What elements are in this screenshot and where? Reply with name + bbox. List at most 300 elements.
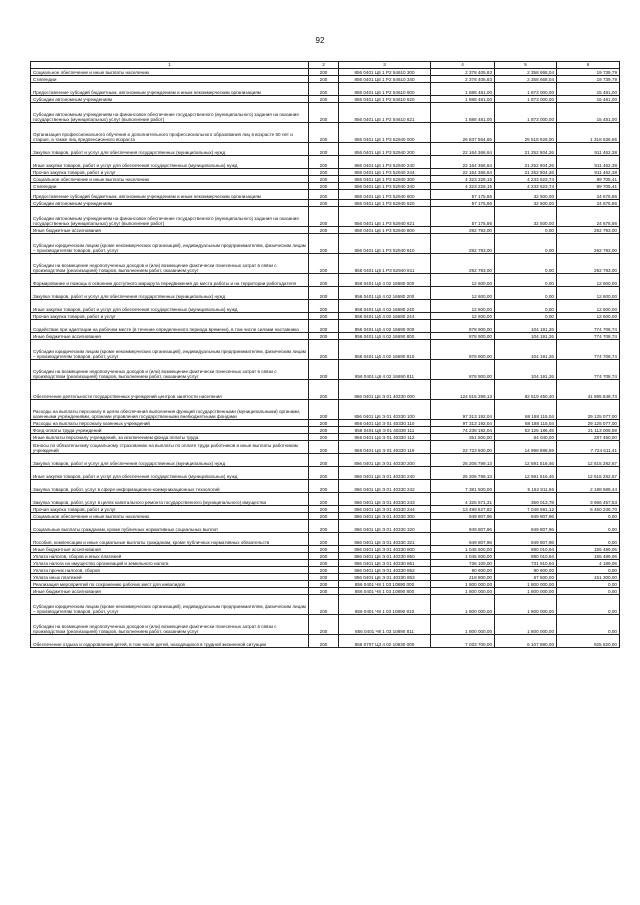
row-code-cell: 856 0401 Ц6 4 02 16690 800: [339, 333, 431, 340]
table-row: [31, 553, 620, 560]
row-name-cell: Субсидии на возмещение недополученных доходов и (или) возмещение фактически понесенных затрат в связи с производством (реализацией) товаров, выполнением работ, оказанием услуг: [31, 360, 309, 380]
row-col5-value: 2 358 668,04: [495, 76, 557, 83]
row-kind-cell: 200: [309, 520, 339, 533]
row-col6-value: 0,00: [557, 615, 620, 635]
row-kind-cell: 200: [309, 615, 339, 635]
row-col5-value: 0,00: [495, 227, 557, 234]
row-col4-value: 736 100,00: [431, 560, 495, 567]
row-name-cell: Стипендии: [31, 76, 309, 83]
table-row: [31, 441, 620, 454]
row-col4-value: 1 800 000,00: [431, 588, 495, 595]
row-col5-value: 104 191,26: [495, 360, 557, 380]
row-name-cell: Уплата налогов, сборов и иных платежей: [31, 553, 309, 560]
row-name-cell: Социальное обеспечение и иные выплаты населению: [31, 69, 309, 76]
row-col6-value: 15 481,00: [557, 83, 620, 96]
row-col5-value: 12 591 516,46: [495, 467, 557, 480]
row-name-cell: Субсидии на возмещение недополученных доходов и (или) возмещение фактически понесенных затрат в связи с производством (реализацией) товаров, выполнением работ, оказанием услуг: [31, 254, 309, 274]
row-col4-value: 124 515 299,13: [431, 380, 495, 400]
row-code-cell: 856 0401 Ц6 Э 01 40330 242: [339, 480, 431, 493]
row-col5-value: 25 518 928,00: [495, 123, 557, 143]
row-name-cell: Социальное обеспечение и иные выплаты населению: [31, 513, 309, 520]
row-kind-cell: 200: [309, 560, 339, 567]
row-col4-value: 25 206 799,13: [431, 467, 495, 480]
row-kind-cell: 200: [309, 513, 339, 520]
row-name-cell: Обеспечение деятельности государственных учреждений центров занятости населения: [31, 380, 309, 400]
table-row: [31, 520, 620, 533]
row-col6-value: 6 450 236,70: [557, 506, 620, 513]
table-row: [31, 513, 620, 520]
row-code-cell: 856 0401 Ц6 4 02 16680 244: [339, 313, 431, 320]
row-col4-value: 90 600,00: [431, 567, 495, 574]
row-name-cell: Уплата налога на имущество организаций и земельного налога: [31, 560, 309, 567]
row-code-cell: 856 0401 Ц6 Э 01 40330 240: [339, 467, 431, 480]
row-col6-value: 12 615 282,67: [557, 467, 620, 480]
row-name-cell: Закупка товаров, работ и услуг для обеспечения государственных (муниципальных) нужд: [31, 454, 309, 467]
row-col4-value: 1 888 481,00: [431, 96, 495, 103]
row-kind-cell: 200: [309, 635, 339, 648]
row-code-cell: 856 0401 Ц6 Э 01 40330 244: [339, 506, 431, 513]
row-col6-value: 292 793,00: [557, 227, 620, 234]
row-col4-value: 12 600,00: [431, 300, 495, 313]
table-row: [31, 169, 620, 176]
row-name-cell: Субсидии автономным учреждениям на финансовое обеспечение государственного (муниципального) задания на оказание государственных (муниципальных) услуг (выполнение работ): [31, 103, 309, 123]
row-kind-cell: 200: [309, 123, 339, 143]
row-col5-value: 1 873 000,00: [495, 96, 557, 103]
row-name-cell: Субсидии юридическим лицам (кроме некоммерческих организаций), индивидуальным предпринимателям, физическим лицам – производителям товаров, работ, услуг: [31, 340, 309, 360]
row-code-cell: 856 0401 Ц6 1 Р2 54610 600: [339, 83, 431, 96]
row-kind-cell: 200: [309, 441, 339, 454]
table-row: [31, 454, 620, 467]
row-col6-value: 0,00: [557, 588, 620, 595]
row-code-cell: 856 0401 Ц6 4 02 16690 810: [339, 340, 431, 360]
row-name-cell: Расходы на выплаты персоналу казенных учреждений: [31, 420, 309, 427]
row-col4-value: 1 800 000,00: [431, 581, 495, 588]
row-col6-value: 911 462,38: [557, 143, 620, 156]
row-col6-value: 89 705,41: [557, 176, 620, 183]
table-row: [31, 190, 620, 200]
row-code-cell: 856 0401 Ц6 1 Р3 52940 621: [339, 207, 431, 227]
row-code-cell: 856 0401 Ц6 Э 01 40330 100: [339, 400, 431, 420]
row-name-cell: Формирование и помощь в освоении доступного маршрута передвижения до места работы и на территории работодателя: [31, 274, 309, 287]
row-kind-cell: 200: [309, 427, 339, 434]
row-kind-cell: 200: [309, 207, 339, 227]
row-col4-value: 4 323 229,15: [431, 183, 495, 190]
row-col4-value: 1 800 000,00: [431, 595, 495, 615]
row-col6-value: 1 318 636,65: [557, 123, 620, 143]
table-row: [31, 143, 620, 156]
row-col6-value: 29 125 077,00: [557, 400, 620, 420]
table-row: [31, 506, 620, 513]
row-code-cell: 856 0707 Ц3 4 02 10830 000: [339, 635, 431, 648]
row-col6-value: 15 481,00: [557, 96, 620, 103]
row-col5-value: 0,00: [495, 234, 557, 254]
column-header: 6: [557, 62, 620, 69]
row-col5-value: 67 500,00: [495, 574, 557, 581]
table-row: [31, 103, 620, 123]
row-col4-value: 57 175,86: [431, 200, 495, 207]
row-kind-cell: 200: [309, 176, 339, 183]
row-col5-value: 21 252 904,26: [495, 156, 557, 169]
row-col6-value: 0,00: [557, 595, 620, 615]
row-col6-value: 911 462,38: [557, 156, 620, 169]
table-row: [31, 76, 620, 83]
row-col5-value: 21 252 904,26: [495, 169, 557, 176]
row-name-cell: Социальное обеспечение и иные выплаты населению: [31, 176, 309, 183]
row-code-cell: 856 0401 Ц6 Э 01 40330 851: [339, 560, 431, 567]
row-col6-value: 0,00: [557, 581, 620, 588]
row-kind-cell: 200: [309, 454, 339, 467]
row-code-cell: 856 0401 Ч8 1 03 10890 810: [339, 595, 431, 615]
row-col6-value: 12 600,00: [557, 287, 620, 300]
row-col4-value: 949 807,96: [431, 533, 495, 546]
row-name-cell: Стипендии: [31, 183, 309, 190]
row-col6-value: 12 600,00: [557, 274, 620, 287]
table-row: [31, 581, 620, 588]
row-col6-value: 774 708,74: [557, 340, 620, 360]
row-code-cell: 856 0401 Ц6 Э 01 40330 800: [339, 546, 431, 553]
row-col5-value: 2 358 668,04: [495, 69, 557, 76]
row-col6-value: 151 300,00: [557, 574, 620, 581]
row-code-cell: 856 0401 Ц6 4 02 16680 000: [339, 274, 431, 287]
row-col6-value: 89 705,41: [557, 183, 620, 190]
table-row: [31, 333, 620, 340]
row-col4-value: 26 837 564,65: [431, 123, 495, 143]
table-row: [31, 434, 620, 441]
row-col4-value: 12 600,00: [431, 313, 495, 320]
row-col4-value: 22 723 500,00: [431, 441, 495, 454]
column-header: 4: [431, 62, 495, 69]
row-kind-cell: 200: [309, 69, 339, 76]
row-kind-cell: 200: [309, 83, 339, 96]
row-name-cell: Закупка товаров, работ, услуг в целях капитального ремонта государственного (муниципального) имущества: [31, 493, 309, 506]
row-kind-cell: 200: [309, 274, 339, 287]
row-kind-cell: 200: [309, 553, 339, 560]
row-col6-value: 0,00: [557, 520, 620, 533]
row-col5-value: 32 500,00: [495, 200, 557, 207]
row-col4-value: 2 378 405,83: [431, 76, 495, 83]
row-code-cell: 856 0401 Ц6 1 Р3 52940 600: [339, 190, 431, 200]
row-col4-value: 1 800 000,00: [431, 615, 495, 635]
row-kind-cell: 200: [309, 227, 339, 234]
row-col6-value: 19 739,79: [557, 76, 620, 83]
row-code-cell: 856 0401 Ц6 1 Р3 52940 811: [339, 254, 431, 274]
column-header: 1: [31, 62, 309, 69]
row-kind-cell: 200: [309, 234, 339, 254]
row-col4-value: 22 164 366,64: [431, 156, 495, 169]
table-row: [31, 313, 620, 320]
row-col4-value: 7 381 500,00: [431, 480, 495, 493]
row-name-cell: Иные бюджетные ассигнования: [31, 588, 309, 595]
row-kind-cell: 200: [309, 595, 339, 615]
row-col6-value: 925 820,00: [557, 635, 620, 648]
row-code-cell: 856 0401 Ц6 1 Р3 52940 240: [339, 156, 431, 169]
row-code-cell: 856 0401 Ц6 Э 01 40330 110: [339, 420, 431, 427]
row-col4-value: 13 499 627,82: [431, 506, 495, 513]
row-kind-cell: 200: [309, 567, 339, 574]
table-row: [31, 207, 620, 227]
row-kind-cell: 200: [309, 506, 339, 513]
table-row: [31, 234, 620, 254]
row-name-cell: Предоставление субсидий бюджетным, автономным учреждениям и иным некоммерческим организациям: [31, 190, 309, 200]
row-col4-value: 292 793,00: [431, 254, 495, 274]
row-code-cell: 856 0401 Ц6 Э 01 40330 200: [339, 454, 431, 467]
row-name-cell: Иные закупки товаров, работ и услуг для обеспечения государственных (муниципальных) нужд: [31, 156, 309, 169]
row-kind-cell: 200: [309, 467, 339, 480]
column-number-row: [31, 62, 620, 69]
row-kind-cell: 200: [309, 400, 339, 420]
row-col6-value: 774 708,74: [557, 360, 620, 380]
row-name-cell: Организация профессионального обучения и дополнительного профессионального образования лиц в возрасте 50 лет и старше, а также лиц предпенсионного возраста: [31, 123, 309, 143]
row-col4-value: 22 164 366,64: [431, 143, 495, 156]
row-name-cell: Субсидии автономным учреждениям: [31, 96, 309, 103]
row-col6-value: 29 125 077,00: [557, 420, 620, 427]
row-col6-value: 41 895 848,73: [557, 380, 620, 400]
row-col6-value: 292 793,00: [557, 234, 620, 254]
row-kind-cell: 200: [309, 300, 339, 313]
row-name-cell: Субсидии юридическим лицам (кроме некоммерческих организаций), индивидуальным предпринимателям, физическим лицам – производителям товаров, работ, услуг: [31, 595, 309, 615]
row-col4-value: 878 900,00: [431, 340, 495, 360]
row-col5-value: 0,00: [495, 287, 557, 300]
row-col6-value: 12 615 282,67: [557, 454, 620, 467]
row-code-cell: 856 0401 Ч8 1 03 10890 811: [339, 615, 431, 635]
row-name-cell: Прочая закупка товаров, работ и услуг: [31, 506, 309, 513]
row-col4-value: 878 900,00: [431, 320, 495, 333]
row-col4-value: 1 888 481,00: [431, 83, 495, 96]
table-row: [31, 227, 620, 234]
row-col5-value: 104 191,26: [495, 320, 557, 333]
table-row: [31, 254, 620, 274]
row-col5-value: 1 800 000,00: [495, 588, 557, 595]
row-kind-cell: 200: [309, 434, 339, 441]
row-col6-value: 774 708,74: [557, 333, 620, 340]
row-code-cell: 856 0401 Ц6 4 02 16690 811: [339, 360, 431, 380]
row-col4-value: 25 206 799,13: [431, 454, 495, 467]
row-kind-cell: 200: [309, 493, 339, 506]
row-name-cell: Содействие при адаптации на рабочем месте (в течение определенного периода времени), в том числе силами наставника: [31, 320, 309, 333]
column-header: 3: [339, 62, 431, 69]
row-code-cell: 856 0401 Ц6 1 Р3 52940 800: [339, 227, 431, 234]
table-row: [31, 546, 620, 553]
row-col6-value: 24 675,86: [557, 200, 620, 207]
row-name-cell: Расходы на выплаты персоналу в целях обеспечения выполнения функций государственными (муниципальными) органами, казенными учреждениями, органами управления государственными внебюджетными фондами: [31, 400, 309, 420]
row-code-cell: 856 0401 Ц6 1 Р3 52940 620: [339, 200, 431, 207]
row-kind-cell: 200: [309, 183, 339, 190]
row-col5-value: 64 040,00: [495, 434, 557, 441]
row-col5-value: 104 191,26: [495, 340, 557, 360]
row-col5-value: 68 188 115,04: [495, 400, 557, 420]
row-col6-value: 15 481,00: [557, 103, 620, 123]
table-row: [31, 380, 620, 400]
row-col4-value: 2 378 405,83: [431, 69, 495, 76]
row-col6-value: 774 708,74: [557, 320, 620, 333]
row-kind-cell: 200: [309, 169, 339, 176]
row-col5-value: 32 500,00: [495, 207, 557, 227]
table-row: [31, 560, 620, 567]
table-row: [31, 400, 620, 420]
table-row: [31, 574, 620, 581]
row-code-cell: 856 0401 Ц6 Э 01 40330 852: [339, 567, 431, 574]
table-row: [31, 69, 620, 76]
row-col5-value: 82 619 450,40: [495, 380, 557, 400]
table-row: [31, 340, 620, 360]
row-kind-cell: 200: [309, 420, 339, 427]
row-col4-value: 1 045 500,00: [431, 546, 495, 553]
row-code-cell: 856 0401 Ц6 1 Р3 52940 244: [339, 169, 431, 176]
row-name-cell: Иные бюджетные ассигнования: [31, 227, 309, 234]
table-row: [31, 635, 620, 648]
row-code-cell: 856 0401 Ц6 1 Р3 52940 810: [339, 234, 431, 254]
row-name-cell: Уплата прочих налогов, сборов: [31, 567, 309, 574]
row-col5-value: 1 800 000,00: [495, 615, 557, 635]
table-row: [31, 567, 620, 574]
row-name-cell: Реализация мероприятий по сохранению рабочих мест для инвалидов: [31, 581, 309, 588]
row-code-cell: 856 0401 Ц6 Э 01 40330 112: [339, 434, 431, 441]
row-col4-value: 12 600,00: [431, 274, 495, 287]
row-col6-value: 7 724 611,41: [557, 441, 620, 454]
row-kind-cell: 200: [309, 156, 339, 169]
row-name-cell: Субсидии автономным учреждениям на финансовое обеспечение государственного (муниципального) задания на оказание государственных (муниципальных) услуг (выполнение работ): [31, 207, 309, 227]
table-row: [31, 595, 620, 615]
row-code-cell: 856 0401 Ц6 1 Р2 54610 620: [339, 96, 431, 103]
row-code-cell: 856 0401 Ц6 1 Р3 52940 300: [339, 176, 431, 183]
row-col4-value: 949 807,96: [431, 513, 495, 520]
row-kind-cell: 200: [309, 588, 339, 595]
row-name-cell: Субсидии юридическим лицам (кроме некоммерческих организаций), индивидуальным предпринимателям, физическим лицам – производителям товаров, работ, услуг: [31, 234, 309, 254]
row-col6-value: 19 739,79: [557, 69, 620, 76]
row-col5-value: 4 233 523,74: [495, 176, 557, 183]
table-row: [31, 493, 620, 506]
row-code-cell: 856 0401 Ц6 Э 01 40330 853: [339, 574, 431, 581]
row-col5-value: 6 107 880,00: [495, 635, 557, 648]
row-kind-cell: 200: [309, 533, 339, 546]
row-col5-value: 32 500,00: [495, 190, 557, 200]
row-col5-value: 1 800 000,00: [495, 581, 557, 588]
table-row: [31, 588, 620, 595]
row-col6-value: 21 113 005,59: [557, 427, 620, 434]
row-col6-value: 155 489,06: [557, 553, 620, 560]
row-col6-value: 24 675,86: [557, 207, 620, 227]
row-col5-value: 1 873 000,00: [495, 83, 557, 96]
table-row: [31, 200, 620, 207]
row-name-cell: Закупка товаров, работ и услуг для обеспечения государственных (муниципальных) нужд: [31, 143, 309, 156]
row-col5-value: 0,00: [495, 274, 557, 287]
row-code-cell: 856 0401 Ц6 Э 01 40330 000: [339, 380, 431, 400]
row-code-cell: 856 0401 Ч8 1 03 10890 000: [339, 581, 431, 588]
row-col6-value: 287 460,00: [557, 434, 620, 441]
row-col5-value: 1 800 000,00: [495, 595, 557, 615]
row-col4-value: 292 793,00: [431, 234, 495, 254]
row-col4-value: 4 323 229,15: [431, 176, 495, 183]
row-col5-value: 21 252 904,26: [495, 143, 557, 156]
row-name-cell: Прочая закупка товаров, работ и услуг: [31, 169, 309, 176]
table-row: [31, 300, 620, 313]
table-row: [31, 320, 620, 333]
row-col4-value: 97 313 192,04: [431, 400, 495, 420]
row-kind-cell: 200: [309, 333, 339, 340]
row-code-cell: 856 0401 Ц6 4 02 16690 000: [339, 320, 431, 333]
table-row: [31, 176, 620, 183]
row-code-cell: 856 0401 Ц6 Э 01 40330 111: [339, 427, 431, 434]
row-name-cell: Фонд оплаты труда учреждений: [31, 427, 309, 434]
row-name-cell: Субсидии автономным учреждениям: [31, 200, 309, 207]
row-kind-cell: 200: [309, 287, 339, 300]
row-code-cell: 856 0401 Ц6 Э 01 40330 300: [339, 513, 431, 520]
row-name-cell: Взносы по обязательному социальному страхованию на выплаты по оплате труда работников и иные выплаты работникам учреждений: [31, 441, 309, 454]
table-row: [31, 123, 620, 143]
table-row: [31, 615, 620, 635]
row-col4-value: 12 600,00: [431, 287, 495, 300]
row-col4-value: 1 045 500,00: [431, 553, 495, 560]
row-code-cell: 856 0401 Ц6 Э 01 40330 850: [339, 553, 431, 560]
row-code-cell: 856 0401 Ц6 4 02 16680 200: [339, 287, 431, 300]
table-row: [31, 360, 620, 380]
row-col4-value: 7 033 700,00: [431, 635, 495, 648]
row-kind-cell: 200: [309, 480, 339, 493]
column-header: 5: [495, 62, 557, 69]
row-name-cell: Иные бюджетные ассигнования: [31, 546, 309, 553]
table-row: [31, 427, 620, 434]
row-code-cell: 856 0401 Ц6 1 Р2 54610 621: [339, 103, 431, 123]
row-col5-value: 949 807,96: [495, 513, 557, 520]
row-kind-cell: 200: [309, 76, 339, 83]
row-kind-cell: 200: [309, 546, 339, 553]
table-row: [31, 274, 620, 287]
row-name-cell: Закупка товаров, работ и услуг для обеспечения государственных (муниципальных) нужд: [31, 287, 309, 300]
row-col5-value: 12 591 516,46: [495, 454, 557, 467]
row-col4-value: 351 500,00: [431, 434, 495, 441]
row-name-cell: Иные закупки товаров, работ и услуг для обеспечения государственных (муниципальных) нужд: [31, 300, 309, 313]
row-col5-value: 0,00: [495, 254, 557, 274]
row-kind-cell: 200: [309, 190, 339, 200]
table-row: [31, 467, 620, 480]
table-row: [31, 480, 620, 493]
table-row: [31, 96, 620, 103]
row-name-cell: Предоставление субсидий бюджетным, автономным учреждениям и иным некоммерческим организациям: [31, 83, 309, 96]
row-code-cell: 856 0401 Ц6 1 Р2 54610 300: [339, 69, 431, 76]
row-col4-value: 218 800,00: [431, 574, 495, 581]
row-col5-value: 731 910,94: [495, 560, 557, 567]
row-col6-value: 0,00: [557, 567, 620, 574]
row-col5-value: 359 013,78: [495, 493, 557, 506]
row-kind-cell: 200: [309, 380, 339, 400]
row-col4-value: 57 175,86: [431, 190, 495, 200]
row-col6-value: 3 966 457,53: [557, 493, 620, 506]
row-col6-value: 24 675,86: [557, 190, 620, 200]
row-col6-value: 12 600,00: [557, 300, 620, 313]
row-code-cell: 856 0401 Ц6 Э 01 40330 119: [339, 441, 431, 454]
row-kind-cell: 200: [309, 200, 339, 207]
row-code-cell: 856 0401 Ц6 1 Р3 52940 000: [339, 123, 431, 143]
row-kind-cell: 200: [309, 313, 339, 320]
row-col5-value: 14 998 888,59: [495, 441, 557, 454]
column-header: 2: [309, 62, 339, 69]
row-kind-cell: 200: [309, 103, 339, 123]
row-col4-value: 949 807,96: [431, 520, 495, 533]
row-name-cell: Обеспечение отдыха и оздоровления детей, в том числе детей, находящихся в трудной жизненной ситуации: [31, 635, 309, 648]
row-col5-value: 0,00: [495, 300, 557, 313]
row-col5-value: 1 873 000,00: [495, 103, 557, 123]
row-code-cell: 856 0401 Ц6 Э 01 40330 243: [339, 493, 431, 506]
row-col4-value: 1 888 481,00: [431, 103, 495, 123]
row-code-cell: 856 0401 Ц6 1 Р2 54610 340: [339, 76, 431, 83]
row-name-cell: Иные выплаты персоналу учреждений, за исключением фонда оплаты труда: [31, 434, 309, 441]
row-kind-cell: 200: [309, 96, 339, 103]
row-col5-value: 90 600,00: [495, 567, 557, 574]
table-row: [31, 420, 620, 427]
row-col5-value: 949 807,96: [495, 533, 557, 546]
row-col5-value: 949 807,96: [495, 520, 557, 533]
table-row: [31, 183, 620, 190]
